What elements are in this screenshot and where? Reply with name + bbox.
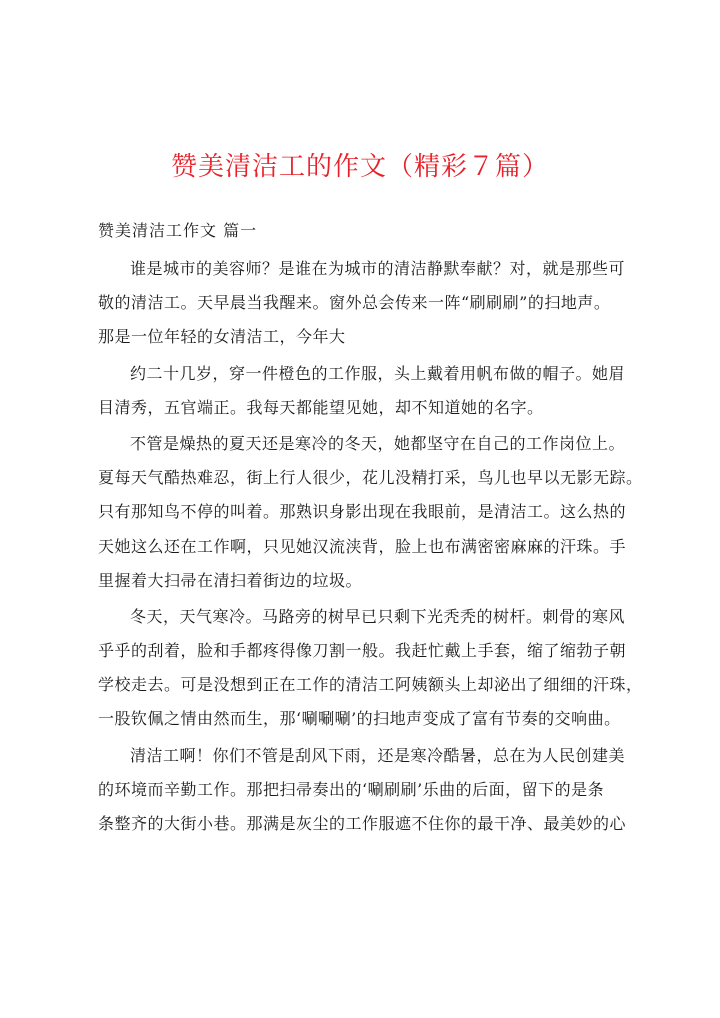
text-line: 学校走去。可是没想到正在工作的清洁工阿姨额头上却泌出了细细的汗珠， [98,675,643,695]
text-line: 那是一位年轻的女清洁工，今年大 [98,327,346,347]
section-heading: 赞美清洁工作文 篇一 [98,221,258,240]
document-title: 赞美清洁工的作文（精彩７篇） [170,152,549,182]
paragraph-4 [98,600,646,737]
text-line: 的环境而辛勤工作。那把扫帚奏出的‘唰刷刷’乐曲的后面，留下的是条 [98,779,605,799]
text-line: 不管是燥热的夏天还是寒冷的冬天，她都坚守在自己的工作岗位上。 [130,433,626,453]
text-line: 里握着大扫帚在清扫着街边的垃圾。 [98,570,363,590]
text-line: 乎乎的刮着，脸和手都疼得像刀割一般。我赶忙戴上手套，缩了缩勃子朝 [98,641,627,661]
text-line: 目清秀，五官端正。我每天都能望见她，却不知道她的名字。 [98,397,544,417]
text-line: 条整齐的大街小巷。那满是灰尘的工作服遮不住你的最干净、最美妙的心 [98,814,627,833]
paragraph-3 [98,427,646,598]
paragraph-1 [98,252,646,355]
text-line: 冬天，天气寒冷。马路旁的树早已只剩下光秃秃的树杆。刺骨的寒风 [130,606,626,626]
paragraph-5 [98,739,646,842]
text-line: 谁是城市的美容师？是谁在为城市的清洁静默奉献？对，就是那些可 [130,259,626,278]
document-body [98,252,646,843]
text-line: 敬的清洁工。天早晨当我醒来。窗外总会传来一阵“刷刷刷”的扫地声。 [98,293,611,313]
paragraph-2 [98,357,646,425]
text-line: 天她这么还在工作啊，只见她汉流浃背，脸上也布满密密麻麻的汗珠。手 [98,536,627,556]
text-line: 清洁工啊！你们不管是刮风下雨，还是寒冷酷暑，总在为人民创建美 [130,745,626,765]
text-line: 只有那知鸟不停的叫着。那熟识身影出现在我眼前，是清洁工。这么热的 [98,502,627,522]
text-line: 约二十几岁，穿一件橙色的工作服，头上戴着用帆布做的帽子。她眉 [130,363,626,383]
text-line: 一股钦佩之情由然而生，那‘唰唰唰’的扫地声变成了富有节奏的交响曲。 [98,709,621,729]
text-line: 夏每天气酷热难忍，街上行人很少，花儿没精打采，鸟儿也早以无影无踪。 [98,468,643,488]
